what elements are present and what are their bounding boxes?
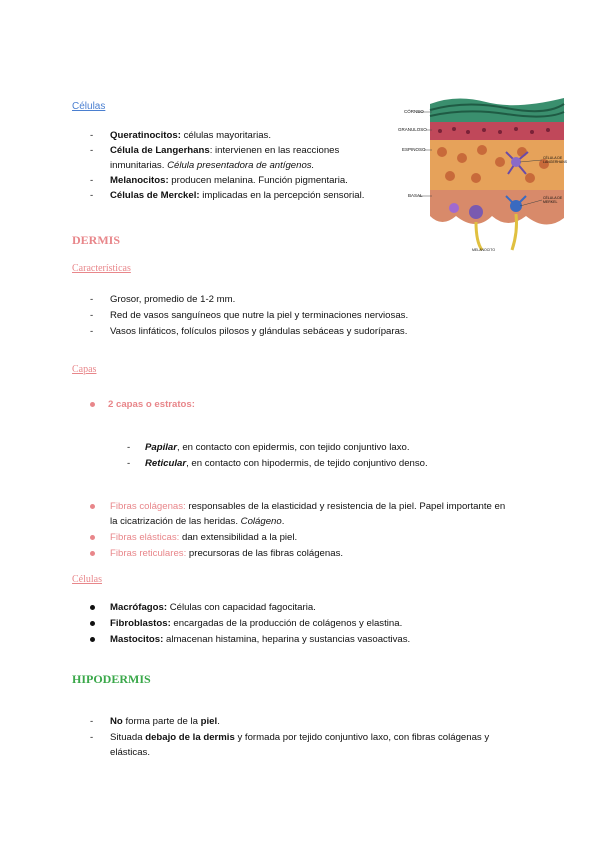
bullet-dot-icon [90, 621, 95, 626]
dermis-layers-heading: Capas [72, 364, 97, 375]
item-text: Vasos linfáticos, folículos pilosos y glándulas sebáceas y sudoríparas. [110, 326, 408, 337]
bullet-dot-icon [90, 535, 95, 540]
bullet-dot-icon [90, 605, 95, 610]
fiber-desc: responsables de la elasticidad y resistencia de la piel. Papel importante en [185, 501, 506, 512]
list-item: - Grosor, promedio de 1-2 mm. [90, 294, 236, 305]
label-basal: BASAL [408, 193, 423, 198]
description: implicadas en la percepción sensorial. [199, 190, 365, 201]
list-item [90, 632, 450, 648]
epidermis-cells-heading[interactable]: Células [72, 101, 106, 112]
dermis-layers-list [127, 440, 467, 472]
layers-bullet [90, 397, 195, 412]
label-melanocito: MELANOCITO [472, 248, 496, 252]
description-cont: elásticas. [110, 747, 150, 758]
dermis-characteristics-heading: Características [72, 263, 131, 274]
fiber-label: Fibras reticulares: [110, 548, 187, 559]
fiber-desc-cont: la cicatrización de las heridas. [110, 516, 241, 527]
layer-desc: , en contacto con hipodermis, de tejido conjuntivo denso. [186, 458, 428, 469]
label-merkel: CÉLULA DE MERKEL [543, 196, 563, 204]
item-text: Grosor, promedio de 1-2 mm. [110, 294, 236, 305]
dermis-characteristics-list [90, 292, 450, 340]
fiber-label: Fibras colágenas: [110, 501, 186, 512]
hipodermis-list [90, 714, 530, 760]
fiber-label: Fibras elásticas: [110, 532, 180, 543]
description: Células con capacidad fagocitaria. [167, 602, 316, 613]
list-item [90, 499, 530, 529]
bullet-dot-icon [90, 551, 95, 556]
list-item: - Situada debajo de la dermis y formada por tejido conjuntivo laxo, con fibras colágenas y elásticas. [90, 732, 490, 758]
term: Fibroblastos: [110, 618, 171, 629]
layer-desc: , en contacto con epidermis, con tejido conjuntivo laxo. [177, 442, 410, 453]
fiber-desc: dan extensibilidad a la piel. [179, 532, 298, 543]
list-item: - Células de Merckel: implicadas en la percepción sensorial. [90, 190, 365, 201]
label-corneo: CÓRNEO [404, 109, 424, 114]
period: . [281, 516, 285, 527]
list-item: - Papilar, en contacto con epidermis, con tejido conjuntivo laxo. [127, 442, 410, 453]
description-cont: inmunitarias. [110, 160, 168, 171]
list-item: - Red de vasos sanguíneos que nutre la piel y terminaciones nerviosas. [90, 310, 409, 321]
epidermis-diagram [396, 82, 566, 254]
list-item [90, 530, 530, 546]
term-2: piel [200, 716, 218, 727]
period: . [217, 716, 220, 727]
fiber-desc: precursoras de las fibras colágenas. [186, 548, 344, 559]
term: No [110, 716, 123, 727]
description: : intervienen en las reacciones [209, 145, 340, 156]
dermis-cells-list [90, 600, 450, 648]
bullet-dot-icon [90, 637, 95, 642]
list-item: - Vasos linfáticos, folículos pilosos y glándulas sebáceas y sudoríparas. [90, 326, 408, 337]
dermis-heading: DERMIS [72, 233, 121, 247]
description: y formada por tejido conjuntivo laxo, con fibras colágenas y [234, 732, 490, 743]
italic-term: Colágeno [240, 516, 282, 527]
epidermis-cells-list [90, 128, 390, 203]
list-item: - Queratinocitos: células mayoritarias. [90, 130, 272, 141]
term: Queratinocitos: [110, 130, 181, 141]
label-langerhans: CÉLULA DE LANGERHANS [543, 156, 568, 164]
bullet-dot-icon [90, 504, 95, 509]
layer-name: Reticular [145, 458, 187, 469]
term: debajo de la dermis [145, 732, 235, 743]
list-item: - Melanocitos: producen melanina. Función pigmentaria. [90, 175, 348, 186]
description: producen melanina. Función pigmentaria. [168, 175, 348, 186]
layers-bullet-text: 2 capas o estratos: [108, 399, 195, 410]
list-item: - Célula de Langerhans: intervienen en las reacciones inmunitarias. Célula presentadora de antígenos. [90, 145, 340, 171]
list-item: - Reticular, en contacto con hipodermis, de tejido conjuntivo denso. [127, 458, 428, 469]
epidermis-illustration [396, 82, 566, 254]
label-espinoso: ESPINOSO [402, 147, 426, 152]
item-text: Red de vasos sanguíneos que nutre la piel y terminaciones nerviosas. [110, 310, 409, 321]
description: forma parte de la [122, 716, 201, 727]
list-item [90, 600, 450, 616]
list-item [90, 616, 450, 632]
list-item [90, 546, 530, 562]
term: Células de Merckel: [110, 190, 200, 201]
list-item: - No forma parte de la piel. [90, 716, 220, 727]
label-granuloso: GRANULOSO [398, 127, 427, 132]
description: células mayoritarias. [180, 130, 272, 141]
term: Mastocitos: [110, 634, 164, 645]
fibers-list [90, 499, 530, 562]
description: almacenan histamina, heparina y sustancias vasoactivas. [163, 634, 411, 645]
hipodermis-heading: HIPODERMIS [72, 672, 151, 686]
bullet-dot-icon [90, 402, 95, 407]
layer-name: Papilar [145, 442, 177, 453]
italic-note: Célula presentadora de antígenos. [167, 160, 315, 171]
term: Célula de Langerhans [110, 145, 210, 156]
dermis-cells-heading: Células [72, 574, 102, 585]
description-pre: Situada [110, 732, 146, 743]
term: Macrófagos: [110, 602, 168, 613]
description: encargadas de la producción de colágenos y elastina. [170, 618, 403, 629]
term: Melanocitos: [110, 175, 169, 186]
